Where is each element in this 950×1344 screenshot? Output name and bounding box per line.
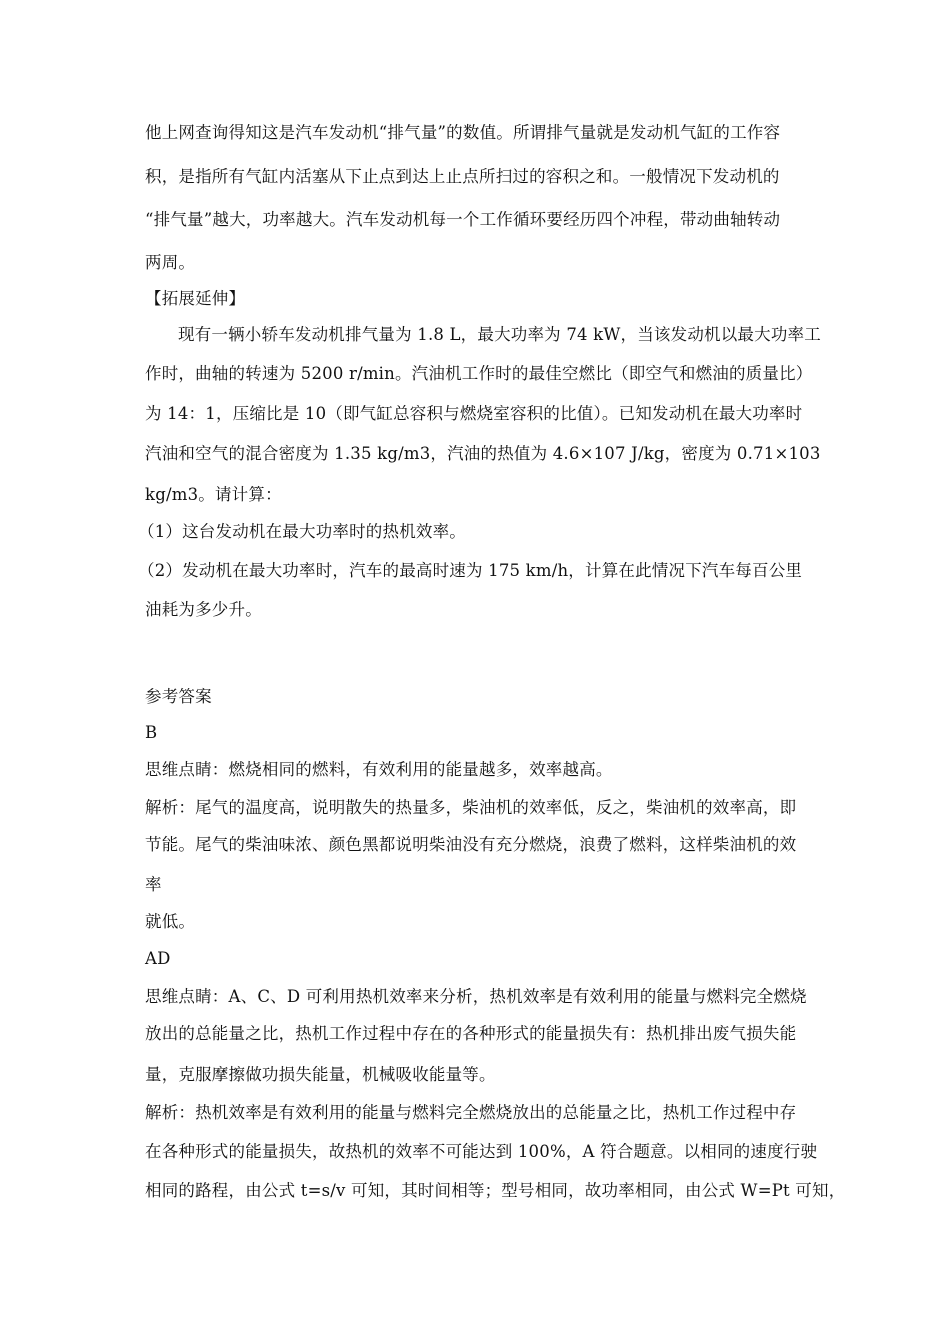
text-line: 油耗为多少升。 [145,600,262,619]
text-line: 他上网查询得知这是汽车发动机“排气量”的数值。所谓排气量就是发动机气缸的工作容 [145,123,781,142]
text-line: “排气量”越大，功率越大。汽车发动机每一个工作循环要经历四个冲程，带动曲轴转动 [145,210,781,229]
answer-choice: AD [145,949,171,968]
section-heading: 【拓展延伸】 [145,289,246,308]
text-line: 量，克服摩擦做功损失能量，机械吸收能量等。 [145,1065,496,1084]
text-line: 解析：热机效率是有效利用的能量与燃料完全燃烧放出的总能量之比，热机工作过程中存 [145,1103,797,1122]
text-line: 思维点睛：A、C、D 可利用热机效率来分析，热机效率是有效利用的能量与燃料完全燃烧 [145,987,807,1006]
text-line: 为 14：1，压缩比是 10（即气缸总容积与燃烧室容积的比值）。已知发动机在最大功率时 [145,404,803,423]
text-line: 思维点睛：燃烧相同的燃料，有效利用的能量越多，效率越高。 [145,760,613,779]
text-line: 作时，曲轴的转速为 5200 r/min。汽油机工作时的最佳空燃比（即空气和燃油的质量比） [145,364,813,383]
text-line: 节能。尾气的柴油味浓、颜色黑都说明柴油没有充分燃烧，浪费了燃料，这样柴油机的效 [145,835,797,854]
question-2: （2）发动机在最大功率时，汽车的最高时速为 175 km/h，计算在此情况下汽车每百公里 [138,561,803,580]
question-1: （1）这台发动机在最大功率时的热机效率。 [138,522,466,541]
text-line: 解析：尾气的温度高，说明散失的热量多，柴油机的效率低，反之，柴油机的效率高，即 [145,798,797,817]
text-line: 两周。 [145,253,196,272]
answer-choice: B [145,723,158,742]
text-line: 现有一辆小轿车发动机排气量为 1.8 L，最大功率为 74 kW，当该发动机以最大功率工 [178,325,821,344]
text-line: 相同的路程，由公式 t=s/v 可知，其时间相等；型号相同，故功率相同，由公式 W=Pt 可知， [145,1181,846,1200]
text-line: 就低。 [145,912,196,931]
text-line: 率 [145,875,162,894]
text-line: 在各种形式的能量损失，故热机的效率不可能达到 100%，A 符合题意。以相同的速度行驶 [145,1142,818,1161]
text-line: 放出的总能量之比，热机工作过程中存在的各种形式的能量损失有：热机排出废气损失能 [145,1024,797,1043]
text-line: 汽油和空气的混合密度为 1.35 kg/m3，汽油的热值为 4.6×107 J/kg，密度为 0.71×103 [145,444,821,463]
text-line: kg/m3。请计算： [145,485,282,504]
text-line: 积，是指所有气缸内活塞从下止点到达上止点所扫过的容积之和。一般情况下发动机的 [145,167,780,186]
answer-heading: 参考答案 [145,687,212,706]
